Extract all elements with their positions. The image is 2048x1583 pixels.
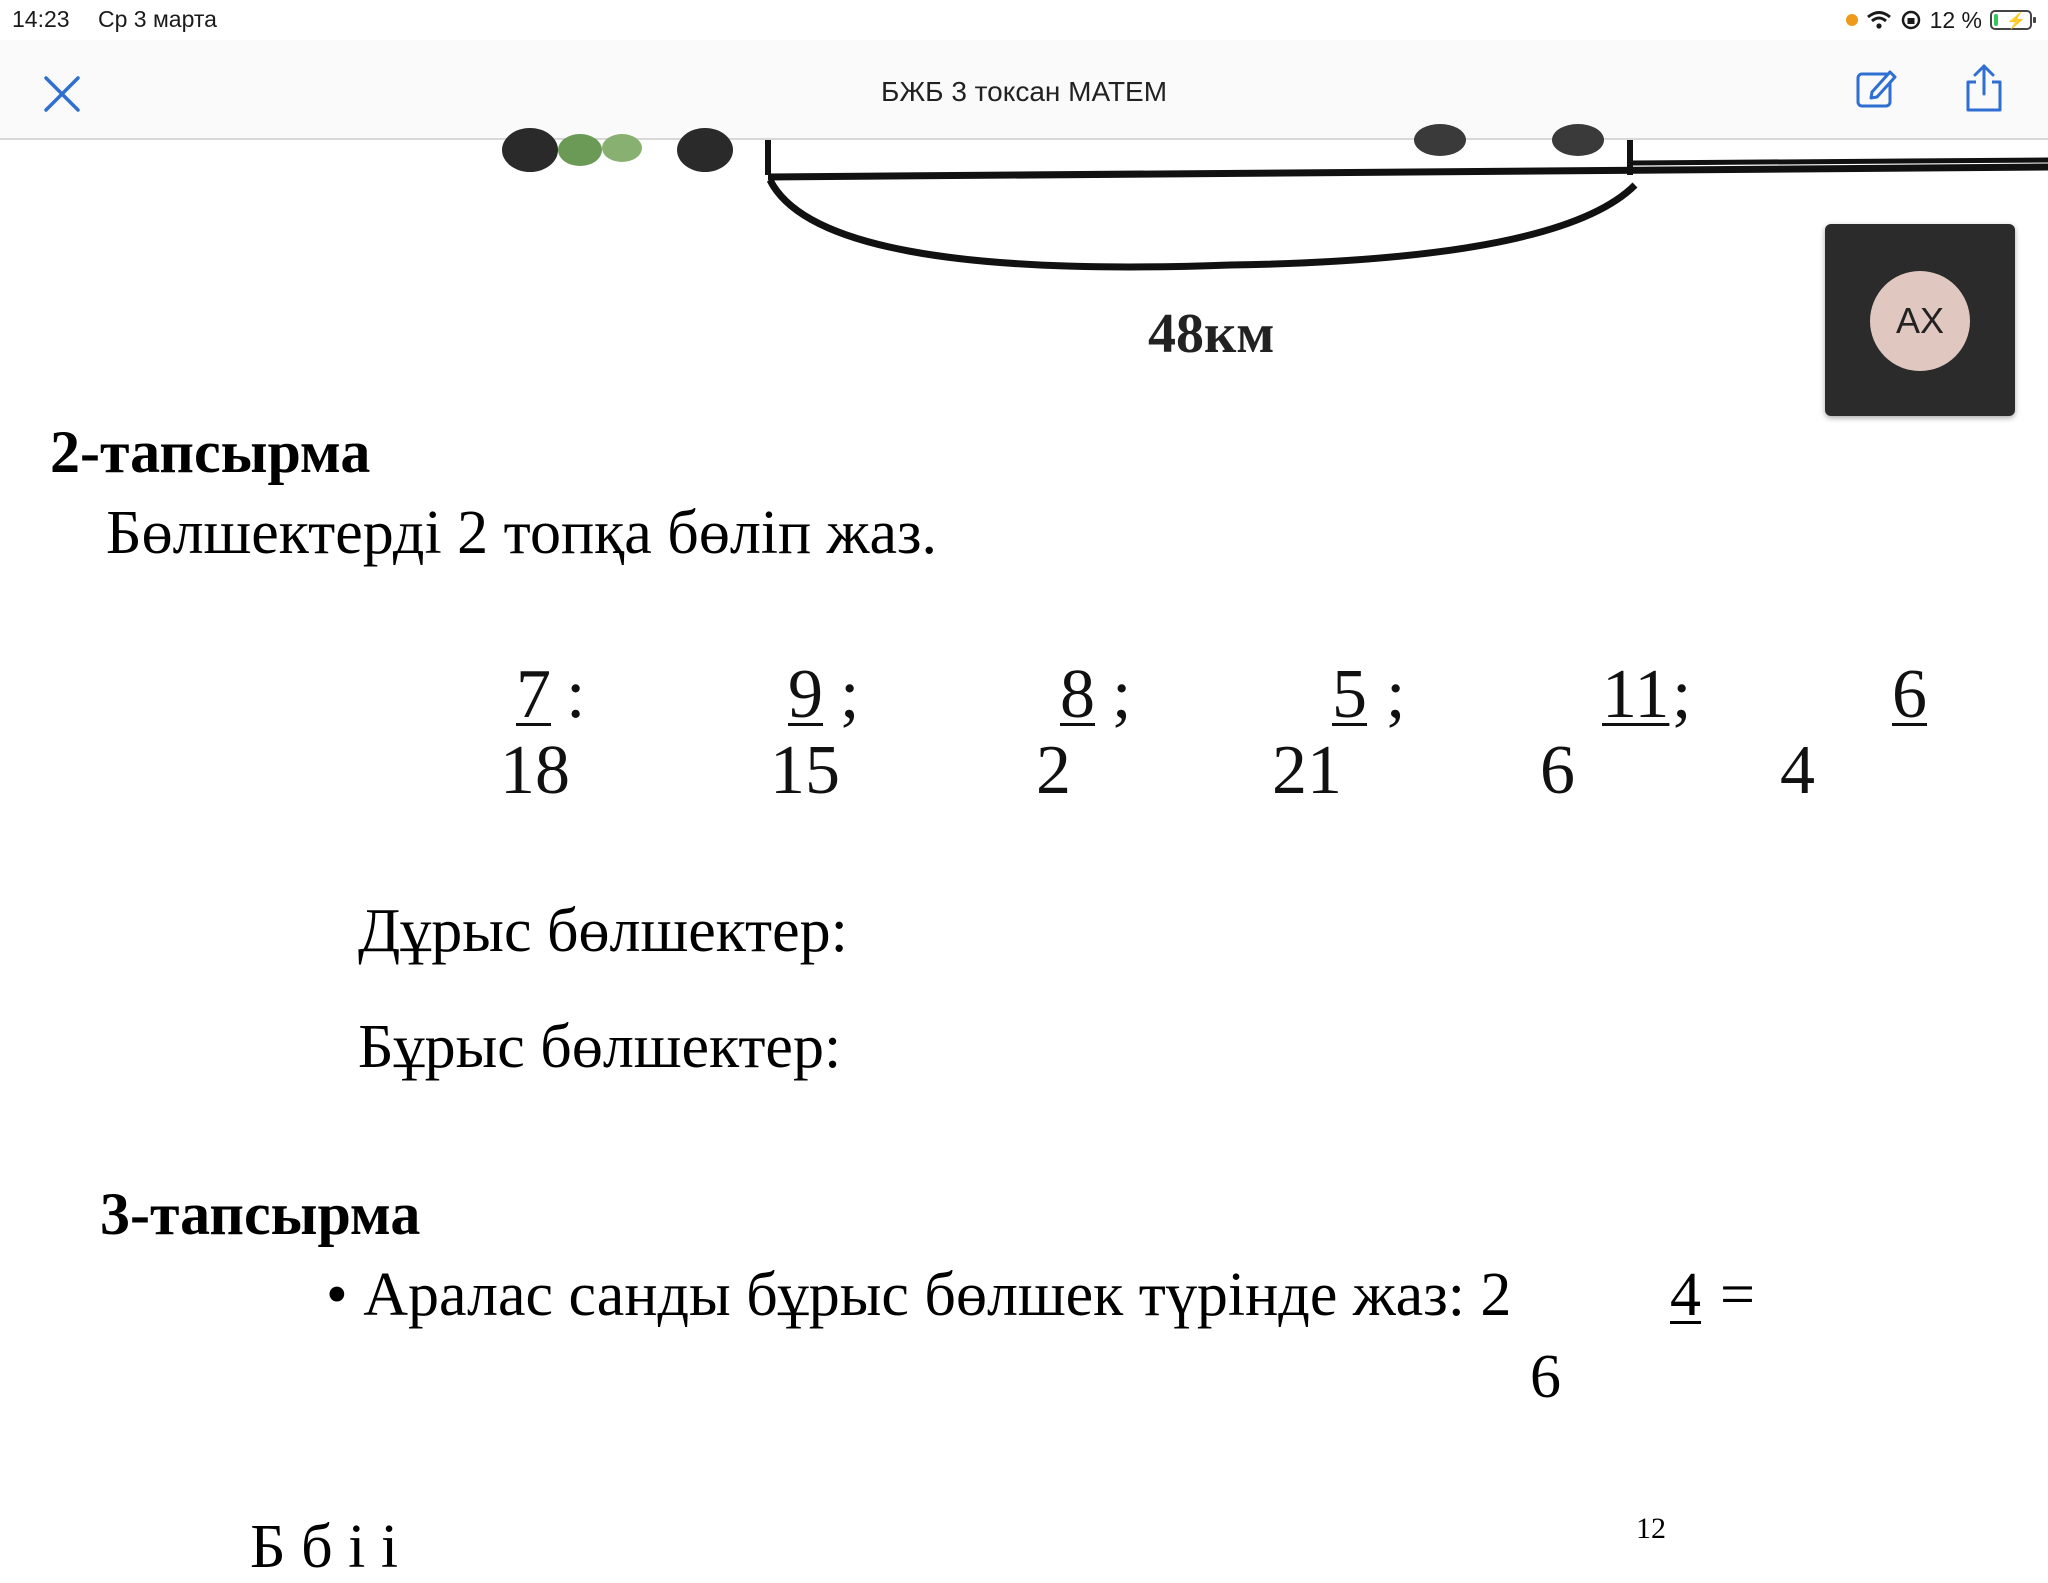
participant-panel[interactable] [1825,224,2015,416]
fraction-separator: ; [1386,656,1406,733]
fraction-denominator: 6 [1540,732,1575,809]
distance-diagram [0,140,2048,400]
edit-icon[interactable] [1852,64,1900,112]
battery-icon [1990,10,2032,30]
fraction-separator: ; [1112,656,1132,733]
task2-heading: 2-тапсырма [50,419,371,485]
battery-percent: 12 % [1929,6,1982,33]
cutoff-superscript: 12 [1636,1512,1666,1545]
fraction-denominator: 4 [1780,732,1815,809]
fraction-numerator: 9 [788,656,823,733]
document-page[interactable] [0,140,2048,1581]
status-time: 14:23 [12,6,70,32]
fraction-denominator: 18 [500,732,570,809]
fraction-separator: ; [840,656,860,733]
orange-dot-icon [1846,14,1858,26]
distance-label: 48км [1148,303,1275,365]
status-bar [0,0,2048,40]
fraction-numerator: 11 [1602,656,1670,733]
fraction-separator: : [566,656,586,733]
fraction-separator: ; [1672,656,1692,733]
fraction-numerator: 6 [1892,656,1927,733]
cutoff-text: Б б і і [250,1513,399,1581]
equals-sign: = [1720,1261,1755,1329]
status-icons [1846,6,2032,34]
task3-bullet-text: • Аралас санды бұрыс бөлшек түрінде жаз: 2 [326,1261,1512,1329]
share-icon[interactable] [1960,62,2008,114]
battery-level [1994,14,1998,26]
nav-bar [0,40,2048,140]
mixed-denominator: 6 [1530,1343,1561,1411]
fraction-numerator: 5 [1332,656,1367,733]
fraction-denominator: 15 [770,732,840,809]
fraction-denominator: 2 [1036,732,1071,809]
nav-title: БЖБ 3 токсан МАТЕМ [880,76,1168,107]
task2-instruction: Бөлшектерді 2 топқа бөліп жаз. [106,499,938,567]
task3-heading: 3-тапсырма [100,1181,421,1247]
fractions-row [480,656,2040,820]
fraction-numerator: 7 [516,656,551,733]
fraction-denominator: 21 [1272,732,1342,809]
proper-fractions-label: Дұрыс бөлшектер: [358,897,848,965]
avatar[interactable]: АХ [1870,271,1970,371]
mixed-numerator: 4 [1670,1261,1701,1329]
status-date: Ср 3 марта [98,6,217,32]
rotation-lock-icon [1900,9,1922,31]
fraction-numerator: 8 [1060,656,1095,733]
improper-fractions-label: Бұрыс бөлшектер: [358,1013,842,1081]
charging-bolt-icon: ⚡ [2006,13,2026,30]
wifi-icon [1866,10,1892,30]
